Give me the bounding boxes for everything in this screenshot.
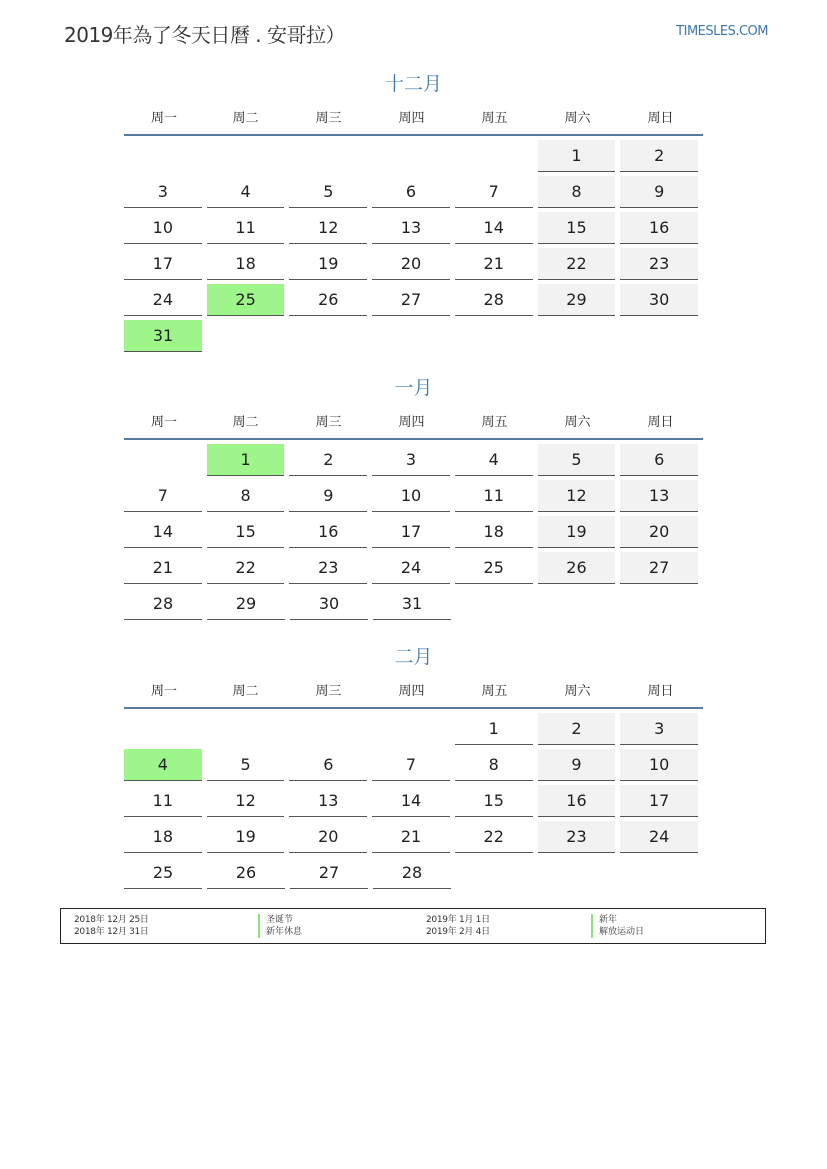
day-cell: 9: [620, 176, 698, 208]
day-cell: 26: [538, 552, 616, 584]
weekday-label: 周一: [150, 415, 177, 430]
day-cell: 19: [538, 516, 616, 548]
weekday-label: 周六: [564, 415, 591, 430]
weekday-label: 周日: [647, 415, 674, 430]
day-cell: 6: [620, 444, 698, 476]
day-cell: 3: [372, 444, 450, 476]
day-cell: 3: [620, 713, 698, 745]
day-cell: 26: [207, 857, 285, 889]
weekday-label: 周四: [398, 415, 425, 430]
week-row: [124, 320, 703, 356]
legend-row: [61, 926, 765, 938]
day-cell: 31: [373, 588, 451, 620]
day-cell: 15: [538, 212, 616, 244]
legend-holiday-name: 新年休息: [258, 926, 302, 938]
day-cell: 19: [207, 821, 285, 853]
week-row: [124, 749, 703, 785]
week-row: [124, 284, 703, 320]
weekday-label: 周六: [564, 684, 591, 699]
day-cell: 18: [207, 248, 285, 280]
week-row: [124, 785, 703, 821]
day-cell: 21: [372, 821, 450, 853]
holiday-legend: [60, 908, 766, 944]
day-cell: 13: [620, 480, 698, 512]
weekday-label: 周五: [481, 415, 508, 430]
day-cell: 20: [620, 516, 698, 548]
holiday-day-cell: 25: [207, 284, 285, 316]
day-cell: 18: [124, 821, 202, 853]
day-cell: 1: [538, 140, 616, 172]
day-grid: [124, 140, 703, 356]
day-cell: 27: [620, 552, 698, 584]
day-cell: 24: [124, 284, 202, 316]
weekday-label: 周日: [647, 111, 674, 126]
legend-date: 2019年 2月 4日: [426, 927, 490, 937]
day-cell: 12: [207, 785, 285, 817]
day-cell: 6: [372, 176, 450, 208]
day-cell: 3: [124, 176, 202, 208]
day-cell: 5: [207, 749, 285, 781]
day-cell: 5: [538, 444, 616, 476]
week-row: [124, 857, 703, 893]
day-cell: 29: [538, 284, 616, 316]
month-january: [124, 374, 703, 624]
day-cell: 8: [538, 176, 616, 208]
weekday-label: 周二: [232, 684, 259, 699]
day-cell: 28: [124, 588, 202, 620]
day-cell: 11: [455, 480, 533, 512]
day-cell: 10: [372, 480, 450, 512]
day-cell: 4: [207, 176, 285, 208]
holiday-day-cell: 31: [124, 320, 202, 352]
day-cell: 28: [373, 857, 451, 889]
weekday-label: 周一: [150, 111, 177, 126]
day-cell: 7: [455, 176, 533, 208]
day-cell: 20: [372, 248, 450, 280]
weekday-label: 周六: [564, 111, 591, 126]
empty-cell: [372, 713, 450, 745]
day-cell: 16: [289, 516, 367, 548]
day-cell: 1: [455, 713, 533, 745]
day-cell: 15: [207, 516, 285, 548]
day-cell: 24: [372, 552, 450, 584]
week-row: [124, 821, 703, 857]
week-row: [124, 516, 703, 552]
day-cell: 17: [620, 785, 698, 817]
day-cell: 12: [289, 212, 367, 244]
day-cell: 2: [289, 444, 367, 476]
day-cell: 15: [455, 785, 533, 817]
day-cell: 9: [538, 749, 616, 781]
day-cell: 11: [207, 212, 285, 244]
day-cell: 7: [124, 480, 202, 512]
day-cell: 9: [289, 480, 367, 512]
day-cell: 14: [124, 516, 202, 548]
day-cell: 10: [620, 749, 698, 781]
weekday-label: 周三: [315, 415, 342, 430]
legend-date: 2019年 1月 1日: [426, 915, 490, 925]
month-title: 二月: [394, 646, 433, 668]
day-cell: 8: [455, 749, 533, 781]
weekday-label: 周一: [150, 684, 177, 699]
month-title: 一月: [394, 377, 433, 399]
day-cell: 14: [455, 212, 533, 244]
day-cell: 2: [620, 140, 698, 172]
day-cell: 16: [538, 785, 616, 817]
day-grid: [124, 713, 703, 893]
day-cell: 21: [124, 552, 202, 584]
legend-holiday-name: 新年: [591, 914, 617, 926]
legend-holiday-name: 圣诞节: [258, 914, 293, 926]
day-cell: 23: [538, 821, 616, 853]
day-cell: 28: [455, 284, 533, 316]
legend-holiday-name: 解放运动日: [591, 926, 644, 938]
weekday-label: 周二: [232, 111, 259, 126]
day-cell: 29: [207, 588, 285, 620]
day-cell: 30: [290, 588, 368, 620]
weekday-label: 周日: [647, 684, 674, 699]
weekday-label: 周二: [232, 415, 259, 430]
empty-cell: [124, 713, 202, 745]
day-cell: 22: [538, 248, 616, 280]
weekday-label: 周五: [481, 684, 508, 699]
weekday-header: [124, 677, 703, 709]
day-cell: 30: [620, 284, 698, 316]
week-row: [124, 140, 703, 176]
holiday-day-cell: 4: [124, 749, 202, 781]
day-cell: 17: [124, 248, 202, 280]
site-brand-link[interactable]: TIMESLES.COM: [676, 24, 768, 39]
day-cell: 6: [289, 749, 367, 781]
empty-cell: [124, 140, 202, 172]
day-cell: 20: [289, 821, 367, 853]
day-cell: 22: [207, 552, 285, 584]
day-cell: 27: [372, 284, 450, 316]
week-row: [124, 552, 703, 588]
week-row: [124, 713, 703, 749]
legend-date: 2018年 12月 25日: [74, 915, 149, 925]
empty-cell: [372, 140, 450, 172]
weekday-label: 周五: [481, 111, 508, 126]
day-cell: 4: [455, 444, 533, 476]
weekday-label: 周三: [315, 684, 342, 699]
page-title: 2019年為了冬天日曆 . 安哥拉）: [64, 23, 345, 47]
week-row: [124, 176, 703, 212]
day-cell: 2: [538, 713, 616, 745]
week-row: [124, 248, 703, 284]
day-cell: 23: [289, 552, 367, 584]
weekday-header: [124, 408, 703, 440]
week-row: [124, 444, 703, 480]
day-cell: 18: [455, 516, 533, 548]
day-cell: 17: [372, 516, 450, 548]
week-row: [124, 212, 703, 248]
day-cell: 27: [290, 857, 368, 889]
day-cell: 16: [620, 212, 698, 244]
week-row: [124, 588, 703, 624]
day-cell: 11: [124, 785, 202, 817]
week-row: [124, 480, 703, 516]
weekday-header: [124, 104, 703, 136]
day-cell: 13: [289, 785, 367, 817]
day-cell: 21: [455, 248, 533, 280]
day-cell: 25: [124, 857, 202, 889]
day-cell: 19: [289, 248, 367, 280]
empty-cell: [207, 713, 285, 745]
month-december: [124, 70, 703, 356]
day-cell: 10: [124, 212, 202, 244]
day-cell: 5: [289, 176, 367, 208]
legend-date: 2018年 12月 31日: [74, 927, 149, 937]
empty-cell: [455, 140, 533, 172]
day-cell: 23: [620, 248, 698, 280]
holiday-day-cell: 1: [207, 444, 285, 476]
month-title: 十二月: [384, 73, 442, 95]
weekday-label: 周四: [398, 111, 425, 126]
empty-cell: [124, 444, 202, 476]
day-cell: 24: [620, 821, 698, 853]
empty-cell: [207, 140, 285, 172]
legend-row: [61, 914, 765, 926]
day-cell: 25: [455, 552, 533, 584]
day-cell: 14: [372, 785, 450, 817]
day-cell: 8: [207, 480, 285, 512]
weekday-label: 周四: [398, 684, 425, 699]
day-cell: 13: [372, 212, 450, 244]
day-cell: 7: [372, 749, 450, 781]
month-february: [124, 643, 703, 893]
day-cell: 12: [538, 480, 616, 512]
empty-cell: [289, 140, 367, 172]
weekday-label: 周三: [315, 111, 342, 126]
day-cell: 26: [289, 284, 367, 316]
empty-cell: [289, 713, 367, 745]
day-grid: [124, 444, 703, 624]
day-cell: 22: [455, 821, 533, 853]
